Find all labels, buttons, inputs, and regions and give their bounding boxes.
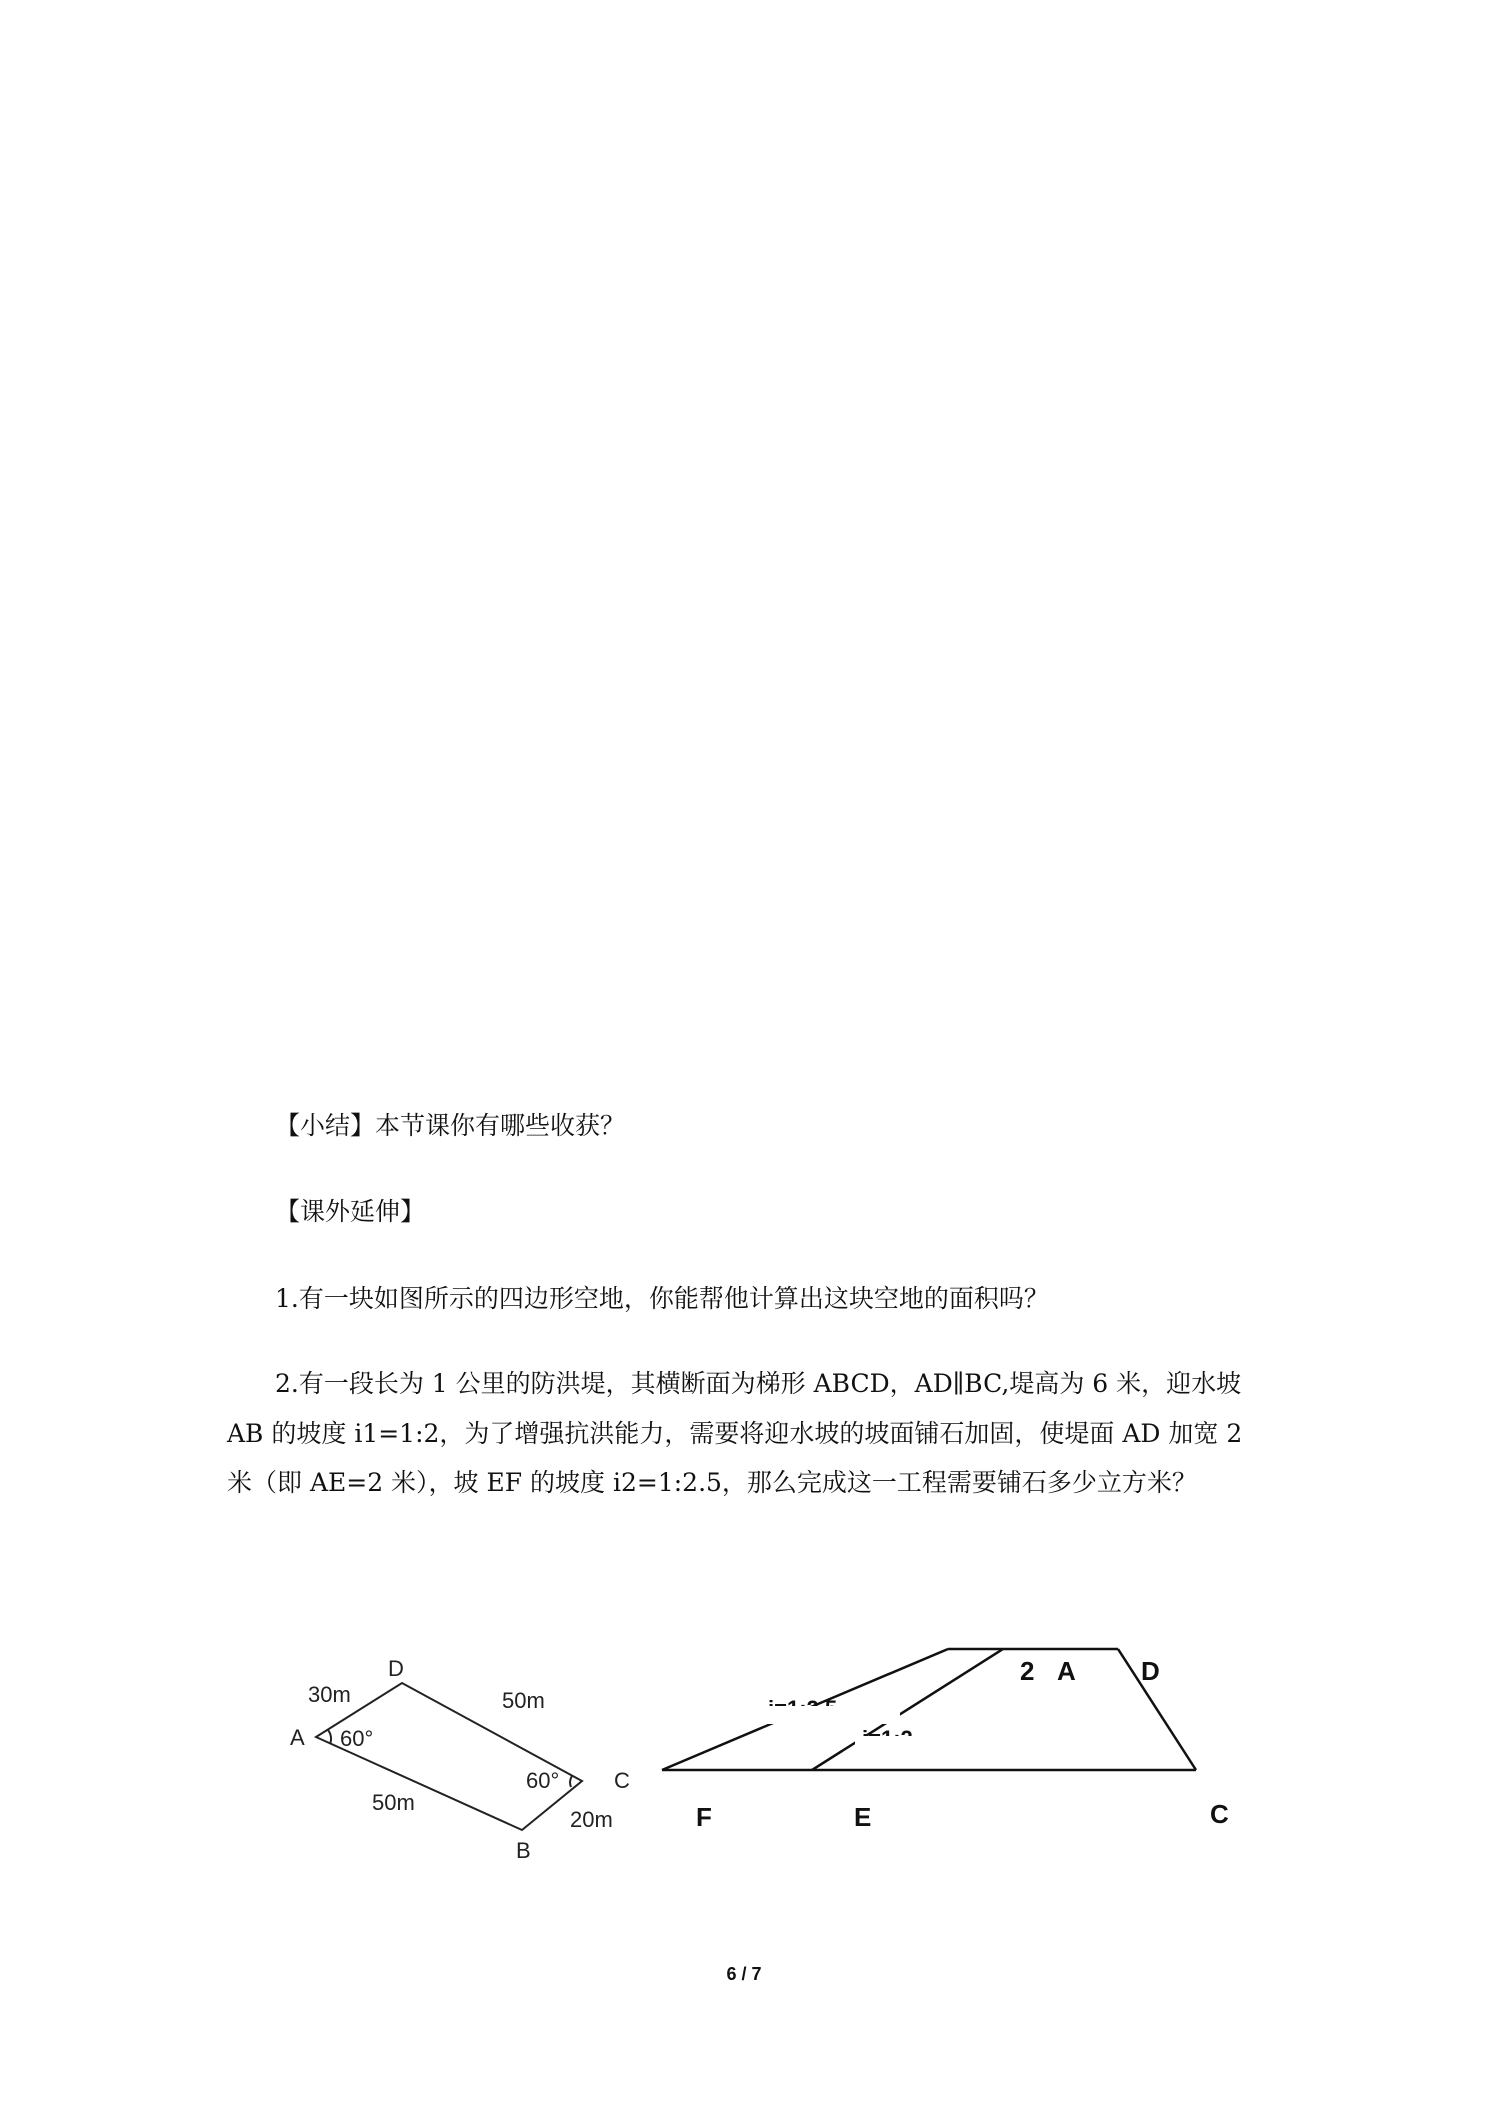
side-bc-length: 20m: [570, 1807, 613, 1832]
label-f: F: [696, 1802, 712, 1832]
side-ab-length: 50m: [372, 1790, 415, 1815]
label-a: A: [1057, 1656, 1076, 1686]
angle-c-value: 60°: [526, 1768, 560, 1793]
summary-heading: 【小结】本节课你有哪些收获？: [275, 1111, 626, 1140]
extension-heading: 【课外延伸】: [275, 1197, 426, 1226]
problem-2-line-3: 米（即 AE=2 米），坡 EF 的坡度 i2=1:2.5，那么完成这一工程需要铺石多少立方米？: [227, 1468, 1197, 1497]
label-mask-upper: [760, 1706, 900, 1724]
problem-2-line-1: 2.有一段长为 1 公里的防洪堤，其横断面为梯形 ABCD，AD∥BC,堤高为 6 米，迎水坡: [275, 1369, 1242, 1398]
side-ad-length: 30m: [308, 1682, 351, 1707]
label-d: D: [388, 1656, 404, 1681]
problem-2-line-2: AB 的坡度 i1=1:2，为了增强抗洪能力，需要将迎水坡的坡面铺石加固，使堤面 AD 加宽 2: [227, 1419, 1243, 1448]
label-b: B: [516, 1838, 531, 1863]
angle-a-value: 60°: [340, 1726, 374, 1751]
quadrilateral-figure: [280, 1640, 640, 1880]
label-2: 2: [1020, 1656, 1035, 1686]
label-c: C: [614, 1768, 630, 1793]
label-a: A: [290, 1725, 305, 1750]
angle-c-arc: [570, 1776, 572, 1787]
label-e: E: [854, 1802, 872, 1832]
dam-cross-section-figure: [650, 1640, 1270, 1860]
slope-ab-line-redraw: [812, 1751, 842, 1770]
label-mask-lower: [855, 1736, 965, 1754]
label-d: D: [1141, 1656, 1160, 1686]
page-number: 6 / 7: [726, 1964, 762, 1984]
label-c: C: [1210, 1799, 1229, 1829]
side-dc-length: 50m: [502, 1688, 545, 1713]
problem-1: 1.有一块如图所示的四边形空地，你能帮他计算出这块空地的面积吗？: [275, 1284, 1049, 1313]
